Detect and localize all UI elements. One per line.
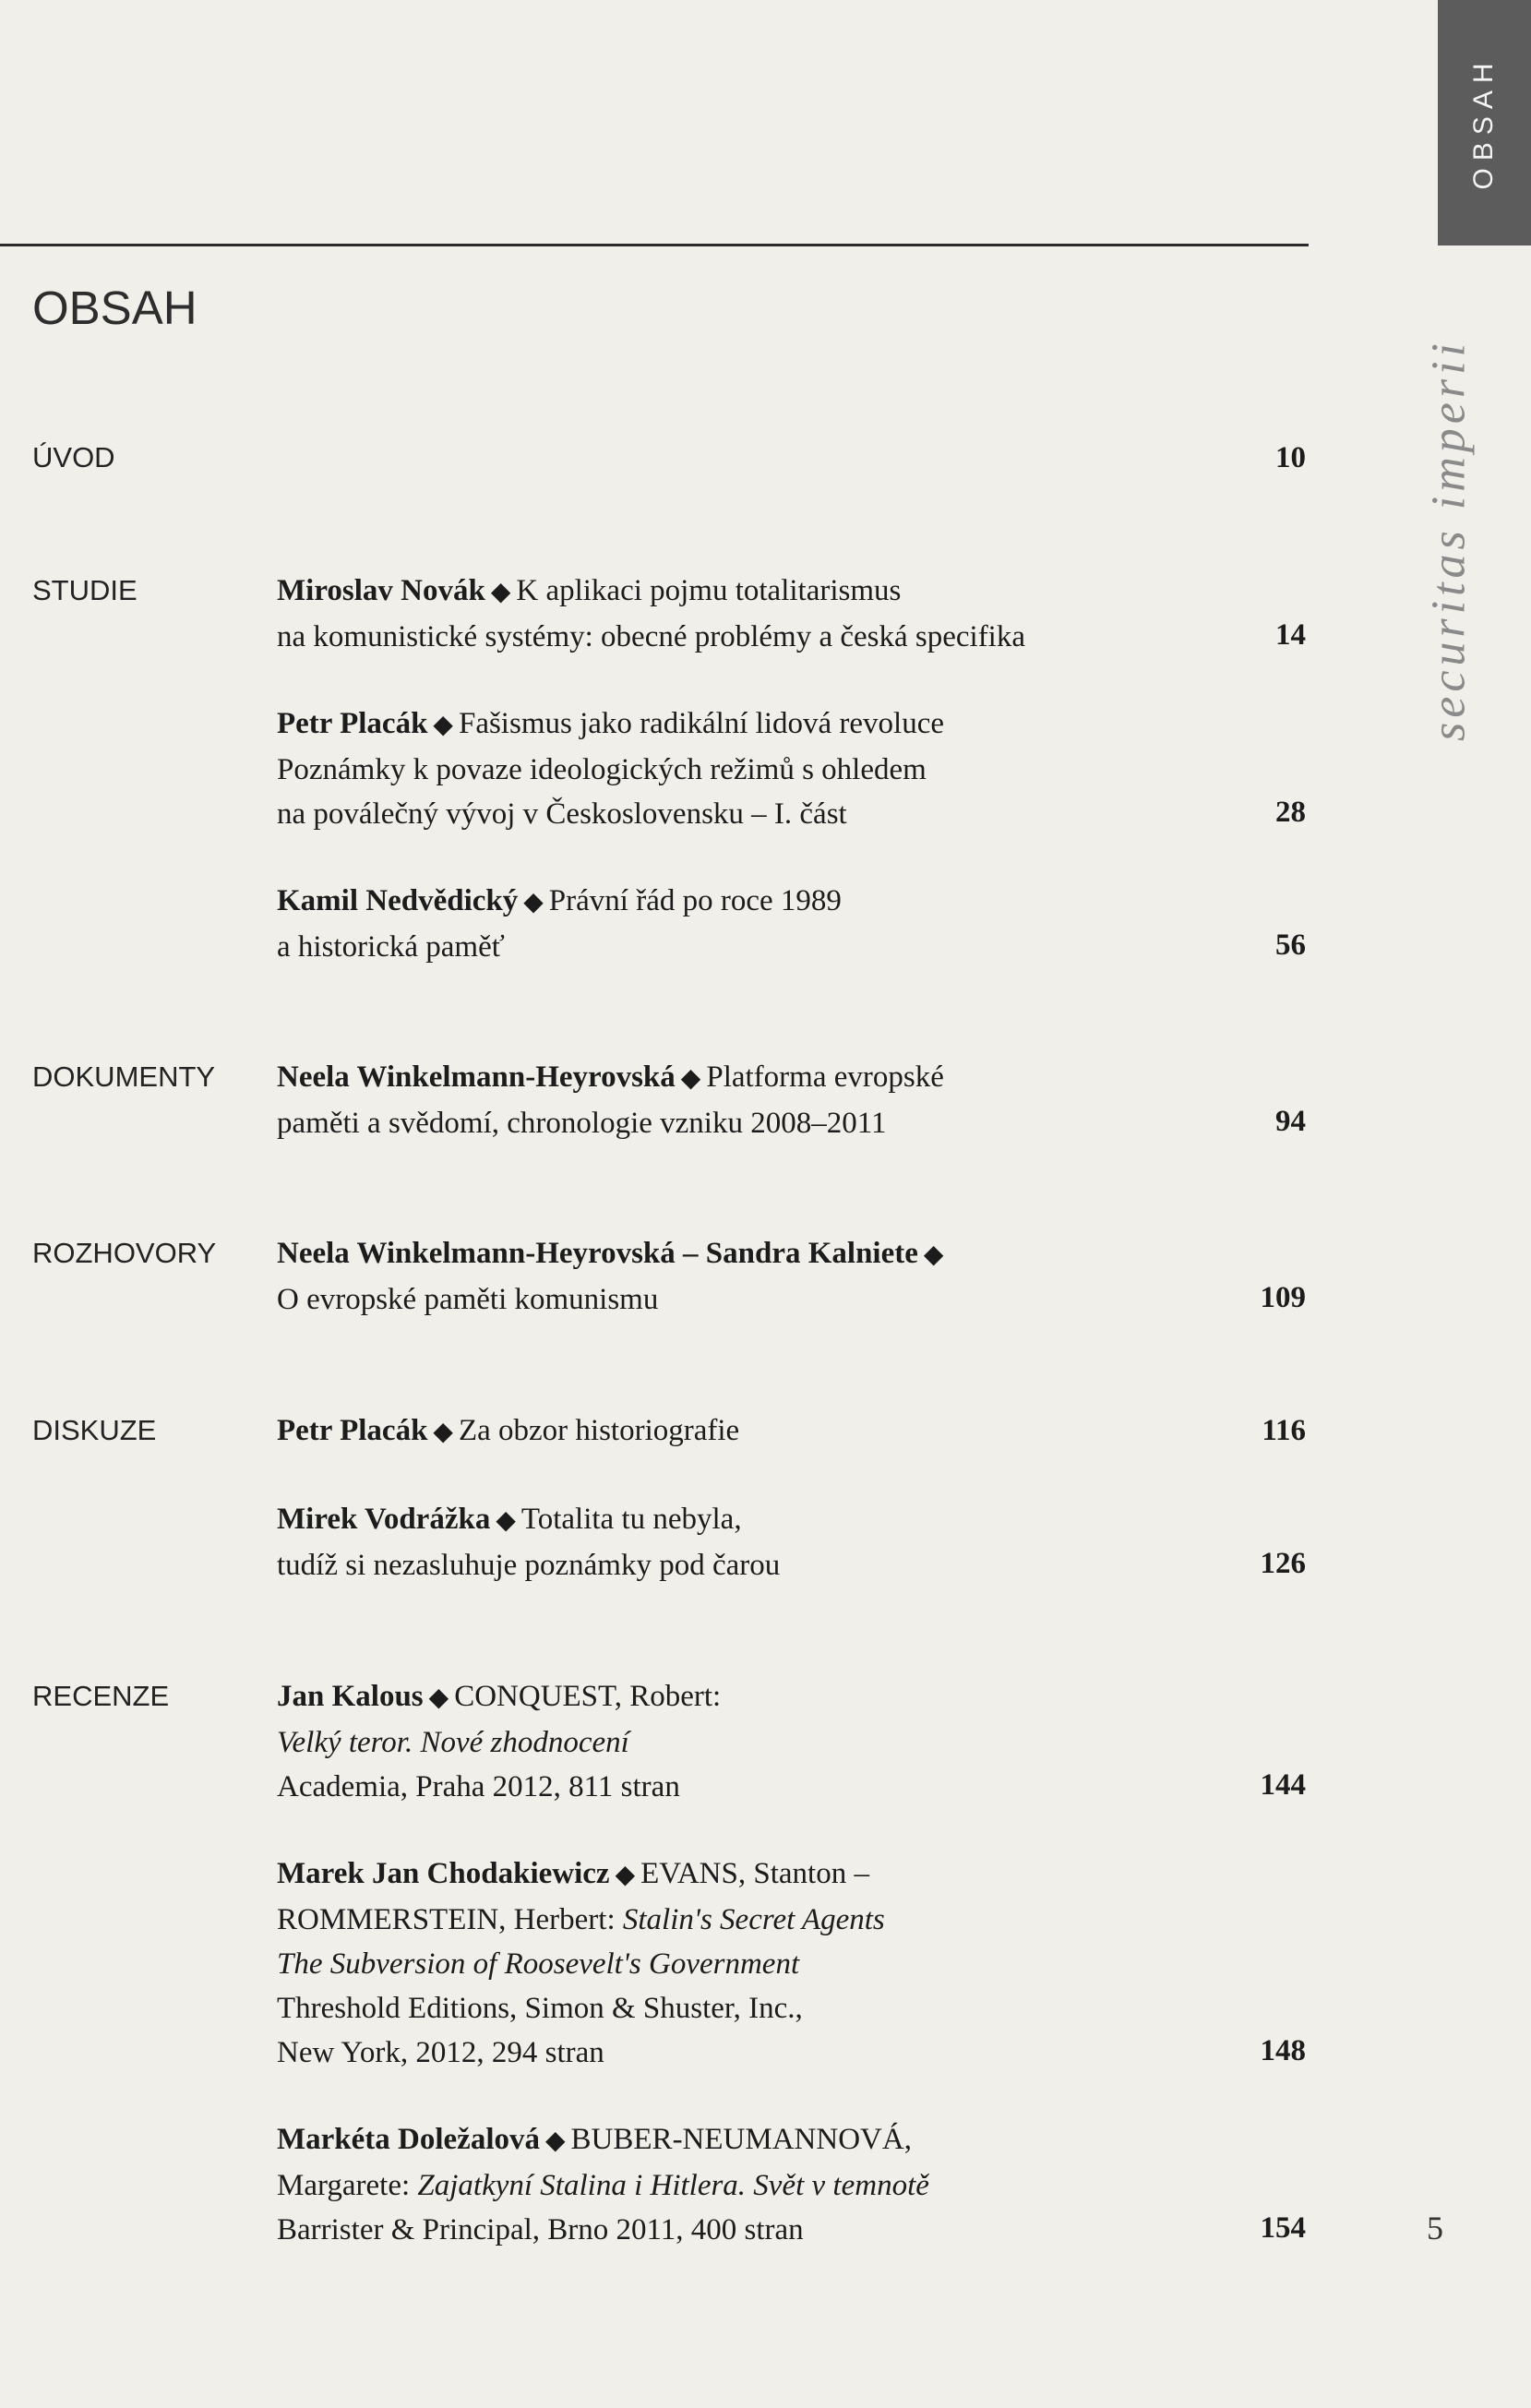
page-number: 28 (1275, 796, 1306, 829)
toc-entry (277, 879, 1274, 969)
entry-title: Právní řád po roce 1989 (548, 884, 842, 917)
page-number: 10 (1275, 441, 1306, 474)
entry-author: Miroslav Novák (277, 574, 485, 607)
entry-title: Fašismus jako radikální lidová revoluce (458, 707, 945, 740)
publisher-line: Academia, Praha 2012, 811 stran (277, 1770, 680, 1803)
diamond-separator-icon: ◆ (923, 1240, 944, 1269)
diamond-separator-icon: ◆ (490, 578, 511, 606)
book-title: Zajatkyní Stalina i Hitlera. Svět v temnotě (417, 2169, 929, 2202)
section-label: RECENZE (32, 1680, 170, 1712)
diamond-separator-icon: ◆ (433, 1418, 453, 1446)
toc-entry (277, 1851, 1274, 2075)
toc-entry (277, 701, 1274, 836)
toc-entry (277, 1674, 1274, 1809)
toc-entry (277, 2117, 1274, 2252)
entry-title-line: O evropské paměti komunismu (277, 1283, 659, 1316)
diamond-separator-icon: ◆ (433, 711, 453, 739)
entry-title: CONQUEST, Robert: (454, 1680, 722, 1713)
page-number: 148 (1260, 2034, 1306, 2067)
entry-title: K aplikaci pojmu totalitarismus (516, 574, 902, 607)
entry-author: Mirek Vodrážka (277, 1503, 491, 1536)
diamond-separator-icon: ◆ (615, 1861, 636, 1889)
entry-author: Jan Kalous (277, 1680, 424, 1713)
entry-author: Petr Placák (277, 707, 428, 740)
diamond-separator-icon: ◆ (496, 1506, 516, 1535)
section-label: ÚVOD (32, 441, 115, 473)
book-title-line: Velký teror. Nové zhodnocení (277, 1726, 629, 1759)
section-label: DOKUMENTY (32, 1060, 216, 1093)
publisher-line: Barrister & Principal, Brno 2011, 400 stran (277, 2213, 804, 2246)
entry-author: Neela Winkelmann-Heyrovská (277, 1060, 676, 1094)
entry-subtitle-line: Poznámky k povaze ideologických režimů s ohledem (277, 753, 927, 786)
page-number: 14 (1275, 618, 1306, 652)
diamond-separator-icon: ◆ (428, 1683, 449, 1712)
folio-page-number: 5 (1427, 2210, 1443, 2246)
section-label: STUDIE (32, 574, 138, 606)
entry-title: Totalita tu nebyla, (520, 1503, 742, 1536)
book-author: Margarete: (277, 2169, 418, 2202)
book-subtitle-line: The Subversion of Roosevelt's Government (277, 1947, 800, 1981)
diamond-separator-icon: ◆ (680, 1064, 701, 1093)
publisher-line: New York, 2012, 294 stran (277, 2036, 604, 2069)
entry-title: Za obzor historiografie (458, 1414, 740, 1447)
entry-title-line: tudíž si nezasluhuje poznámky pod čarou (277, 1549, 781, 1582)
entry-author: Kamil Nedvědický (277, 884, 519, 917)
entry-title-line: na komunistické systémy: obecné problémy a česká specifika (277, 620, 1025, 653)
toc-entry (277, 1231, 1274, 1322)
section-label: ROZHOVORY (32, 1237, 217, 1269)
entry-title: Platforma evropské (706, 1060, 944, 1094)
diamond-separator-icon: ◆ (523, 888, 544, 916)
book-author: ROMMERSTEIN, Herbert: (277, 1903, 623, 1936)
entry-author: Marek Jan Chodakiewicz (277, 1857, 610, 1890)
page-number: 126 (1260, 1547, 1306, 1580)
book-title: Stalin's Secret Agents (622, 1903, 885, 1936)
page-number: 116 (1262, 1414, 1306, 1447)
entry-title: EVANS, Stanton – (640, 1857, 869, 1890)
section-label: DISKUZE (32, 1414, 157, 1446)
entry-title-line: paměti a svědomí, chronologie vzniku 2008–2011 (277, 1107, 887, 1140)
diamond-separator-icon: ◆ (545, 2126, 566, 2155)
toc-entry (277, 569, 1274, 659)
page-number: 144 (1260, 1768, 1306, 1802)
toc-entry (277, 1408, 1274, 1455)
journal-name: securitas imperii (1422, 339, 1476, 741)
page-title: OBSAH (32, 282, 197, 334)
publisher-line: Threshold Editions, Simon & Shuster, Inc., (277, 1992, 803, 2025)
entry-author: Neela Winkelmann-Heyrovská – Sandra Kalniete (277, 1237, 918, 1270)
toc-entry (277, 1055, 1274, 1145)
page-number: 56 (1275, 928, 1306, 962)
page-number: 154 (1260, 2211, 1306, 2245)
header-rule (0, 244, 1309, 246)
entry-author: Markéta Doležalová (277, 2123, 540, 2156)
toc-entry (277, 1497, 1274, 1587)
entry-title-line: a historická paměť (277, 930, 505, 964)
section-tab-label: OBSAH (1468, 55, 1499, 190)
entry-subtitle-line: na poválečný vývoj v Československu – I. část (277, 797, 847, 831)
entry-title: BUBER-NEUMANNOVÁ, (570, 2123, 912, 2156)
entry-author: Petr Placák (277, 1414, 428, 1447)
page-number: 94 (1275, 1105, 1306, 1138)
page-number: 109 (1260, 1281, 1306, 1314)
